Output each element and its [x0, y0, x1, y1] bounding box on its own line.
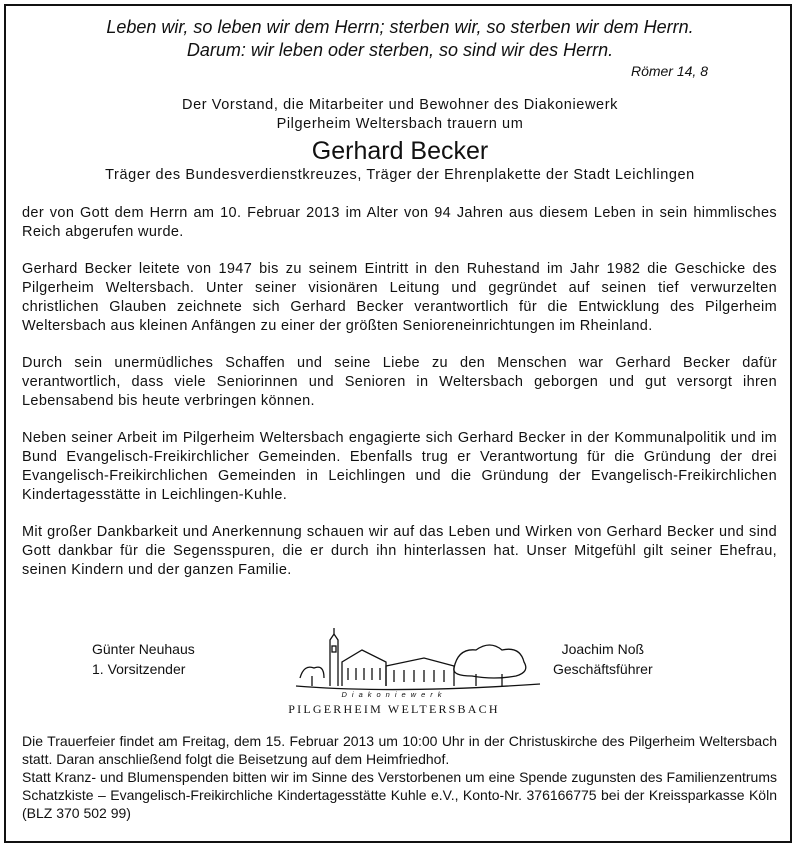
- deceased-honors: Träger des Bundesverdienstkreuzes, Träger der Ehrenplakette der Stadt Leichlingen: [105, 167, 695, 183]
- intro-text: [0, 96, 800, 134]
- verse-line-1: Leben wir, so leben wir dem Herrn; sterben wir, so sterben wir dem Herrn.: [106, 17, 694, 37]
- obituary-body: [22, 204, 777, 598]
- logo-name: PILGERHEIM WELTERSBACH: [288, 702, 500, 716]
- signature-left-name: Günter Neuhaus: [92, 641, 195, 657]
- body-paragraph-4: Neben seiner Arbeit im Pilgerheim Weltersbach engagierte sich Gerhard Becker in der Kommunalpolitik und im Bund Evangelisch-Freikirchlicher Gemeinden. Ebenfalls trug er Verantwortung für die Gründung der drei Evangelisch-Freikirchlichen Gemeinden in Leichlingen und die Gründung der Evangelisch-Freikirchlichen Kindertagesstätte in Leichlingen-Kuhle.: [22, 430, 777, 503]
- intro-line-1: Der Vorstand, die Mitarbeiter und Bewohner des Diakoniewerk: [182, 97, 618, 113]
- bible-verse: [0, 16, 800, 62]
- funeral-paragraph-1: Die Trauerfeier findet am Freitag, dem 15. Februar 2013 um 10:00 Uhr in der Christuskirche des Pilgerheim Weltersbach statt. Daran anschließend folgt die Beisetzung auf dem Heimfriedhof.: [22, 733, 777, 767]
- funeral-details: [22, 732, 777, 822]
- signature-right: [553, 639, 653, 679]
- body-paragraph-5: Mit großer Dankbarkeit und Anerkennung schauen wir auf das Leben und Wirken von Gerhard Becker und sind Gott dankbar für die Segensspuren, die er durch ihn hinterlassen hat. Unser Mitgefühl gilt seiner Ehefrau, seinen Kindern und der ganzen Familie.: [22, 524, 777, 578]
- signature-left: [92, 639, 195, 679]
- funeral-paragraph-2: Statt Kranz- und Blumenspenden bitten wir im Sinne des Verstorbenen um eine Spende zugunsten des Familienzentrums Schatzkiste – Evangelisch-Freikirchliche Kindertagesstätte Kuhle e.V., Konto-Nr. 376166775 bei der Kreissparkasse Köln (BLZ 370 502 99): [22, 769, 777, 821]
- intro-line-2: Pilgerheim Weltersbach trauern um: [276, 116, 524, 132]
- signature-left-title: 1. Vorsitzender: [92, 661, 186, 677]
- body-paragraph-1: der von Gott dem Herrn am 10. Februar 2013 im Alter von 94 Jahren aus diesem Leben in sein himmlisches Reich abgerufen wurde.: [22, 205, 777, 240]
- logo-subtitle: Diakoniewerk: [341, 690, 447, 699]
- signature-right-name: Joachim Noß: [561, 641, 645, 657]
- signature-right-title: Geschäftsführer: [553, 661, 653, 677]
- verse-reference: Römer 14, 8: [630, 63, 708, 79]
- body-paragraph-3: Durch sein unermüdliches Schaffen und seine Liebe zu den Menschen war Gerhard Becker dafür verantwortlich, dass viele Seniorinnen und Senioren in Weltersbach geborgen und gut versorgt ihren Lebensabend bis heute verbringen können.: [22, 355, 777, 409]
- verse-line-2: Darum: wir leben oder sterben, so sind wir des Herrn.: [186, 40, 614, 60]
- body-paragraph-2: Gerhard Becker leitete von 1947 bis zu seinem Eintritt in den Ruhestand im Jahr 1982 die Geschicke des Pilgerheim Weltersbach. Unter seiner visionären Leitung und gegründet auf seinen tief verwurzelten christlichen Glauben zeichnete sich Gerhard Becker verantwortlich für die Entwicklung des Pilgerheim Weltersbach aus kleinen Anfängen zu einer der größten Senioreneinrichtungen im Rheinland.: [22, 261, 777, 334]
- deceased-name: Gerhard Becker: [311, 137, 489, 165]
